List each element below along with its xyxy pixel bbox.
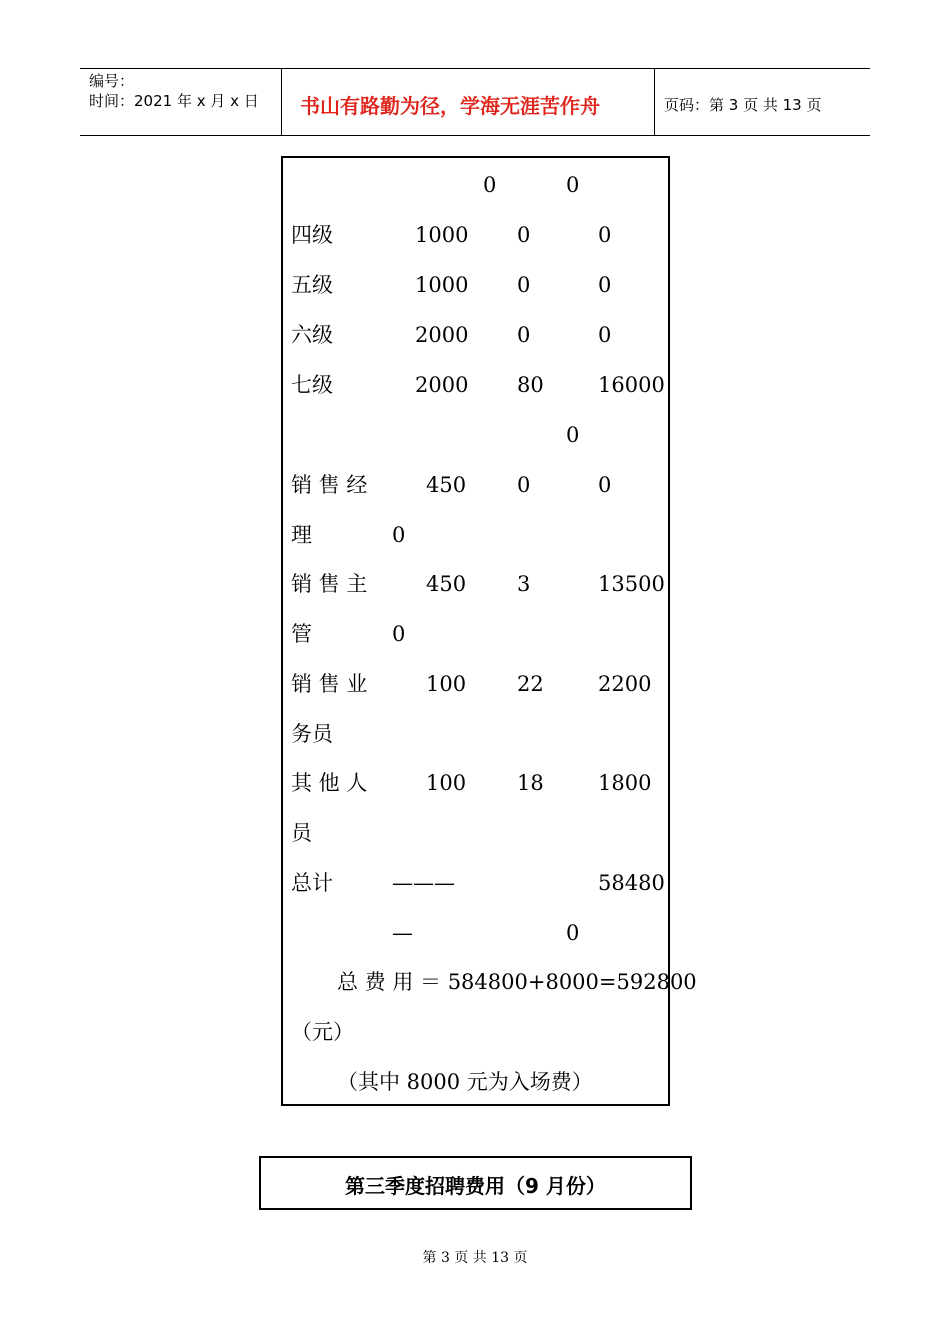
- total-amount: 58480: [598, 871, 665, 895]
- row-unit-cost: 450: [426, 473, 467, 497]
- row-level-continued: 务员: [291, 722, 333, 746]
- row-level-continued: 员: [291, 821, 312, 845]
- row-count: 80: [517, 373, 544, 397]
- total-dash: ———: [392, 871, 455, 895]
- row-amount: 0: [598, 273, 612, 297]
- row-level: 七级: [291, 373, 333, 397]
- row-level: 销 售 业: [291, 672, 368, 696]
- row-count: 0: [517, 323, 531, 347]
- row-amount: 2200: [598, 672, 652, 696]
- row-level-continued: 理: [291, 523, 312, 547]
- section-title-box: [259, 1156, 692, 1210]
- row-count: 0: [517, 273, 531, 297]
- row-amount: 0: [598, 473, 612, 497]
- row-level: 其 他 人: [291, 771, 368, 795]
- row-amount: 0: [598, 323, 612, 347]
- document-number-label: 编号：: [89, 72, 135, 90]
- header-top-rule: [80, 68, 870, 69]
- row-level: 销 售 经: [291, 473, 368, 497]
- page-footer: 第 3 页 共 13 页: [422, 1250, 528, 1266]
- row-level: 销 售 主: [291, 572, 368, 596]
- row-unit-cost-continued: 0: [392, 622, 406, 646]
- entry-fee-note: （其中 8000 元为入场费）: [337, 1070, 593, 1094]
- section-title: 第三季度招聘费用（9 月份）: [345, 1174, 606, 1198]
- row-level: 四级: [291, 223, 333, 247]
- row-level: 六级: [291, 323, 333, 347]
- header-divider-left: [281, 68, 282, 136]
- row-level: 五级: [291, 273, 333, 297]
- page-number-label: 页码：第 3 页 共 13 页: [664, 96, 822, 114]
- row-unit-cost: 100: [426, 672, 467, 696]
- row-amount: 16000: [598, 373, 665, 397]
- summary-total-cost: 总 费 用 ＝ 584800+8000=592800: [337, 970, 697, 994]
- total-dash-continued: —: [392, 921, 413, 945]
- total-label: 总计: [291, 871, 333, 895]
- row-amount: 13500: [598, 572, 665, 596]
- row-unit-cost: 2000: [415, 373, 469, 397]
- row-amount-continued: 0: [566, 423, 580, 447]
- header-bottom-rule: [80, 135, 870, 136]
- top-fragment-amount: 0: [566, 173, 580, 197]
- header-motto: 书山有路勤为径，学海无涯苦作舟: [300, 94, 600, 118]
- row-unit-cost: 2000: [415, 323, 469, 347]
- row-unit-cost: 1000: [415, 223, 469, 247]
- row-count: 22: [517, 672, 544, 696]
- row-unit-cost: 100: [426, 771, 467, 795]
- row-unit-cost: 1000: [415, 273, 469, 297]
- header-divider-right: [654, 68, 655, 136]
- row-level-continued: 管: [291, 622, 312, 646]
- row-count: 0: [517, 473, 531, 497]
- row-amount: 0: [598, 223, 612, 247]
- document-time-label: 时间：2021 年 x 月 x 日: [89, 92, 259, 110]
- row-count: 0: [517, 223, 531, 247]
- row-count: 3: [517, 572, 531, 596]
- row-unit-cost: 450: [426, 572, 467, 596]
- row-amount: 1800: [598, 771, 652, 795]
- row-unit-cost-continued: 0: [392, 523, 406, 547]
- row-count: 18: [517, 771, 544, 795]
- top-fragment-count: 0: [483, 173, 497, 197]
- cost-table-box: [281, 156, 697, 1106]
- total-amount-continued: 0: [566, 921, 580, 945]
- summary-unit: （元）: [291, 1020, 354, 1044]
